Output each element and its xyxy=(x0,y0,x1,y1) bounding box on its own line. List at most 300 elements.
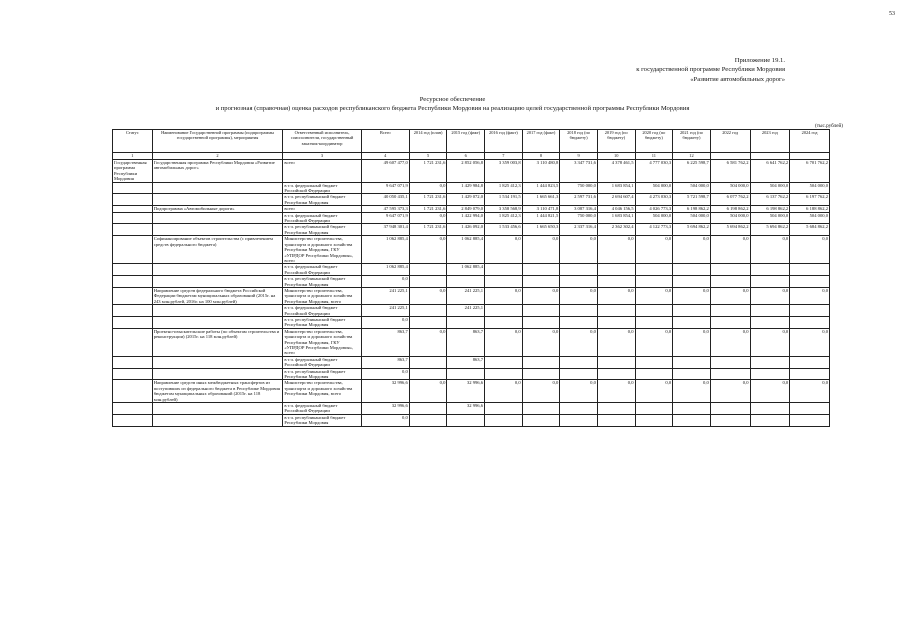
value-cell: 0,0 xyxy=(597,328,635,356)
column-header: 2024 год xyxy=(790,130,830,153)
column-number: 2 xyxy=(152,153,283,160)
column-header: 2020 год (по бюджету) xyxy=(635,130,673,153)
value-cell xyxy=(673,264,711,276)
value-cell xyxy=(790,264,830,276)
value-cell xyxy=(409,368,447,380)
executor-cell: в т.ч. республиканский бюджет Республики Мордовия xyxy=(283,276,361,288)
value-cell: 0,0 xyxy=(560,328,598,356)
value-cell: 6 701 762,2 xyxy=(790,160,830,183)
value-cell: 0,0 xyxy=(597,380,635,403)
value-cell: 0,0 xyxy=(409,212,447,224)
value-cell xyxy=(485,305,523,317)
value-cell xyxy=(750,403,790,415)
value-cell: 504 000,0 xyxy=(635,182,673,194)
value-cell xyxy=(447,368,485,380)
value-cell xyxy=(560,368,598,380)
value-cell: 6 198 862,2 xyxy=(710,206,750,212)
value-cell xyxy=(485,414,523,426)
value-cell: 3 359 003,8 xyxy=(485,160,523,183)
value-cell: 9 647 071,9 xyxy=(361,212,409,224)
column-header: 2018 год (по бюджету) xyxy=(560,130,598,153)
value-cell: 6 198 862,2 xyxy=(750,206,790,212)
executor-cell: Министерство строительства, транспорта и дорожного хозяйства Республики Мордовия, ГКУ «УПРДОР Республики Мордовия», всего xyxy=(283,328,361,356)
program-name-cell xyxy=(152,414,283,426)
value-cell xyxy=(522,305,560,317)
value-cell: 4 777 030,3 xyxy=(635,160,673,183)
value-cell: 0,0 xyxy=(485,380,523,403)
table-number-row xyxy=(113,153,830,160)
value-cell: 0,0 xyxy=(361,276,409,288)
value-cell xyxy=(485,276,523,288)
value-cell xyxy=(710,264,750,276)
value-cell: 1 825 412,3 xyxy=(485,182,523,194)
value-cell: 6 197 762,2 xyxy=(790,194,830,206)
value-cell: 4 122 773,3 xyxy=(635,224,673,236)
value-cell: 0,0 xyxy=(710,236,750,264)
status-cell xyxy=(113,328,153,356)
value-cell: 0,0 xyxy=(485,236,523,264)
appendix-header xyxy=(625,56,785,84)
value-cell: 2 852 056,8 xyxy=(447,160,485,183)
executor-cell: в т.ч. федеральный бюджет Российской Федерации xyxy=(283,356,361,368)
column-number: 8 xyxy=(522,153,560,160)
value-cell: 0,0 xyxy=(597,236,635,264)
value-cell: 0,0 xyxy=(673,236,711,264)
value-cell: 3 358 568,9 xyxy=(485,206,523,212)
value-cell xyxy=(597,356,635,368)
value-cell: 504 000,0 xyxy=(673,212,711,224)
column-header: 2015 год (факт) xyxy=(447,130,485,153)
table-row xyxy=(113,287,830,304)
value-cell xyxy=(485,403,523,415)
executor-cell: в т.ч. республиканский бюджет Республики Мордовия xyxy=(283,414,361,426)
value-cell xyxy=(710,414,750,426)
table-row xyxy=(113,368,830,380)
executor-cell: в т.ч. республиканский бюджет Республики Мордовия xyxy=(283,316,361,328)
table-row xyxy=(113,316,830,328)
status-cell xyxy=(113,380,153,403)
column-number: 4 xyxy=(361,153,409,160)
table-row xyxy=(113,403,830,415)
value-cell: 3 110 471,8 xyxy=(522,206,560,212)
table-header-row xyxy=(113,130,830,153)
value-cell xyxy=(790,414,830,426)
value-cell xyxy=(750,368,790,380)
status-cell xyxy=(113,264,153,276)
table-row xyxy=(113,194,830,206)
value-cell: 47 595 373,3 xyxy=(361,206,409,212)
column-number xyxy=(750,153,790,160)
value-cell: 0,0 xyxy=(790,236,830,264)
column-header: 2017 год (факт) xyxy=(522,130,560,153)
value-cell xyxy=(710,305,750,317)
executor-cell: всего xyxy=(283,206,361,212)
value-cell xyxy=(750,414,790,426)
value-cell: 504 000,0 xyxy=(710,182,750,194)
value-cell: 0,0 xyxy=(522,236,560,264)
value-cell: 504 000,0 xyxy=(750,212,790,224)
column-number: 12 xyxy=(673,153,711,160)
value-cell xyxy=(409,264,447,276)
value-cell: 6 137 762,2 xyxy=(750,194,790,206)
status-cell xyxy=(113,276,153,288)
column-number: 10 xyxy=(597,153,635,160)
value-cell xyxy=(409,305,447,317)
value-cell xyxy=(560,305,598,317)
program-name-cell xyxy=(152,305,283,317)
value-cell: 1 683 854,1 xyxy=(597,182,635,194)
value-cell xyxy=(710,356,750,368)
program-name-cell xyxy=(152,194,283,206)
executor-cell: Министерство строительства, транспорта и дорожного хозяйства Республики Мордовия, ГКУ «УПРДОР Республики Мордовия», всего xyxy=(283,236,361,264)
executor-cell: всего xyxy=(283,160,361,183)
value-cell: 0,0 xyxy=(361,368,409,380)
value-cell: 1 062 885,4 xyxy=(447,264,485,276)
status-cell xyxy=(113,368,153,380)
value-cell xyxy=(560,276,598,288)
value-cell: 0,0 xyxy=(560,287,598,304)
program-name-cell: Направление средств иных межбюджетных трансфертов из поступивших из федерального бюджета в Республике Мордовия бюджетам муниципальных образований (2015г. на 118 млн.рублей) xyxy=(152,380,283,403)
executor-cell: в т.ч. республиканский бюджет Республики Мордовия xyxy=(283,194,361,206)
value-cell: 504 000,0 xyxy=(790,212,830,224)
status-cell xyxy=(113,414,153,426)
table-row xyxy=(113,276,830,288)
column-header: 2019 год (по бюджету) xyxy=(597,130,635,153)
title-line-2: и прогнозная (справочная) оценка расходов республиканского бюджета Республики Мордовия на реализацию целей государственной программы Республики Мордовия xyxy=(215,105,690,113)
value-cell xyxy=(522,316,560,328)
value-cell xyxy=(673,356,711,368)
value-cell: 0,0 xyxy=(522,328,560,356)
value-cell: 32 996,6 xyxy=(447,380,485,403)
value-cell: 0,0 xyxy=(673,287,711,304)
status-cell xyxy=(113,224,153,236)
value-cell: 5 694 862,2 xyxy=(750,224,790,236)
executor-cell: в т.ч. республиканский бюджет Республики Мордовия xyxy=(283,368,361,380)
value-cell: 0,0 xyxy=(673,328,711,356)
value-cell: 2 597 731,6 xyxy=(560,194,598,206)
table-row xyxy=(113,212,830,224)
value-cell: 40 050 435,1 xyxy=(361,194,409,206)
value-cell: 4 046 156,5 xyxy=(597,206,635,212)
value-cell xyxy=(710,316,750,328)
value-cell: 5 694 862,2 xyxy=(710,224,750,236)
value-cell: 241 225,1 xyxy=(447,305,485,317)
value-cell: 32 996,6 xyxy=(361,380,409,403)
value-cell: 750 000,0 xyxy=(560,182,598,194)
value-cell: 0,0 xyxy=(710,380,750,403)
value-cell xyxy=(635,316,673,328)
executor-cell: в т.ч. федеральный бюджет Российской Федерации xyxy=(283,403,361,415)
column-number: 1 xyxy=(113,153,153,160)
value-cell xyxy=(710,403,750,415)
value-cell xyxy=(447,276,485,288)
value-cell: 0,0 xyxy=(409,236,447,264)
value-cell xyxy=(485,264,523,276)
value-cell: 504 000,0 xyxy=(635,212,673,224)
value-cell: 1 721 231,6 xyxy=(409,206,447,212)
value-cell: 5 694 862,2 xyxy=(673,224,711,236)
table-row xyxy=(113,356,830,368)
value-cell xyxy=(485,316,523,328)
appendix-line-2: к государственной программе Республики Мордовия xyxy=(636,66,785,74)
value-cell xyxy=(790,276,830,288)
value-cell xyxy=(790,368,830,380)
value-cell: 1 444 821,5 xyxy=(522,212,560,224)
status-cell xyxy=(113,236,153,264)
title-line-1: Ресурсное обеспечение xyxy=(419,96,486,103)
table-row xyxy=(113,236,830,264)
value-cell: 0,0 xyxy=(522,380,560,403)
value-cell xyxy=(560,316,598,328)
table-row xyxy=(113,380,830,403)
value-cell xyxy=(447,414,485,426)
value-cell: 504 000,0 xyxy=(750,182,790,194)
value-cell xyxy=(635,264,673,276)
executor-cell: в т.ч. федеральный бюджет Российской Федерации xyxy=(283,264,361,276)
appendix-line-1: Приложение 19.1. xyxy=(734,57,785,64)
table-row xyxy=(113,224,830,236)
table-row xyxy=(113,414,830,426)
program-name-cell xyxy=(152,276,283,288)
status-cell xyxy=(113,287,153,304)
document-title xyxy=(0,95,905,113)
value-cell: 0,0 xyxy=(560,236,598,264)
value-cell: 0,0 xyxy=(361,414,409,426)
program-name-cell: Проектно-изыскательские работы (по объектам строительства и реконструкции) (2015г. на 118 млн.рублей) xyxy=(152,328,283,356)
value-cell xyxy=(522,414,560,426)
value-cell: 504 000,0 xyxy=(710,212,750,224)
value-cell xyxy=(522,403,560,415)
value-cell: 2 362 302,4 xyxy=(597,224,635,236)
resource-table xyxy=(112,129,830,427)
value-cell xyxy=(750,316,790,328)
value-cell xyxy=(710,368,750,380)
value-cell xyxy=(597,276,635,288)
value-cell: 0,0 xyxy=(597,287,635,304)
value-cell xyxy=(485,368,523,380)
value-cell xyxy=(522,264,560,276)
value-cell: 863,7 xyxy=(447,356,485,368)
value-cell: 6 225 598,7 xyxy=(673,160,711,183)
value-cell: 0,0 xyxy=(635,287,673,304)
program-name-cell xyxy=(152,403,283,415)
program-name-cell xyxy=(152,264,283,276)
column-number: 11 xyxy=(635,153,673,160)
value-cell xyxy=(790,356,830,368)
value-cell xyxy=(673,276,711,288)
value-cell: 1 062 885,4 xyxy=(361,264,409,276)
value-cell xyxy=(750,356,790,368)
value-cell xyxy=(597,414,635,426)
value-cell: 1 429 072,0 xyxy=(447,194,485,206)
value-cell xyxy=(522,356,560,368)
value-cell xyxy=(790,316,830,328)
value-cell xyxy=(560,264,598,276)
value-cell xyxy=(597,316,635,328)
value-cell: 0,0 xyxy=(790,380,830,403)
program-name-cell xyxy=(152,182,283,194)
column-header: Статус xyxy=(113,130,153,153)
value-cell: 0,0 xyxy=(750,328,790,356)
value-cell xyxy=(635,276,673,288)
status-cell xyxy=(113,194,153,206)
value-cell: 6 077 762,2 xyxy=(710,194,750,206)
status-cell: Государственная программа Республики Мордовия xyxy=(113,160,153,183)
status-cell xyxy=(113,316,153,328)
value-cell: 5 721 598,7 xyxy=(673,194,711,206)
value-cell xyxy=(447,316,485,328)
appendix-line-3: «Развитие автомобильных дорог» xyxy=(690,75,785,83)
value-cell xyxy=(790,305,830,317)
value-cell: 4 273 030,3 xyxy=(635,194,673,206)
page-number: 53 xyxy=(889,11,895,17)
status-cell xyxy=(113,212,153,224)
value-cell: 1 062 885,4 xyxy=(361,236,409,264)
value-cell: 1 721 231,6 xyxy=(409,160,447,183)
value-cell: 4 378 461,5 xyxy=(597,160,635,183)
value-cell xyxy=(635,305,673,317)
program-name-cell xyxy=(152,356,283,368)
value-cell: 1 426 092,0 xyxy=(447,224,485,236)
value-cell xyxy=(409,276,447,288)
value-cell: 1 429 984,8 xyxy=(447,182,485,194)
value-cell: 0,0 xyxy=(409,287,447,304)
value-cell: 1 533 456,6 xyxy=(485,224,523,236)
table-body xyxy=(113,160,830,427)
table-row xyxy=(113,305,830,317)
value-cell xyxy=(790,403,830,415)
value-cell xyxy=(560,356,598,368)
value-cell: 0,0 xyxy=(750,236,790,264)
value-cell: 0,0 xyxy=(635,236,673,264)
column-number: 5 xyxy=(409,153,447,160)
program-name-cell: Подпрограмма «Автомобильные дороги» xyxy=(152,206,283,212)
value-cell: 2 694 607,4 xyxy=(597,194,635,206)
value-cell: 0,0 xyxy=(635,380,673,403)
value-cell: 0,0 xyxy=(409,328,447,356)
value-cell xyxy=(750,276,790,288)
column-header: 2022 год xyxy=(710,130,750,153)
value-cell: 0,0 xyxy=(790,287,830,304)
value-cell xyxy=(522,276,560,288)
executor-cell: в т.ч. федеральный бюджет Российской Федерации xyxy=(283,305,361,317)
value-cell xyxy=(485,356,523,368)
value-cell: 241 225,1 xyxy=(361,305,409,317)
value-cell xyxy=(673,414,711,426)
value-cell: 0,0 xyxy=(409,182,447,194)
value-cell xyxy=(635,403,673,415)
value-cell: 2 337 316,4 xyxy=(560,224,598,236)
value-cell xyxy=(635,368,673,380)
column-header: Наименование Государственной программы (подпрограммы государственной программы), мероприятия xyxy=(152,130,283,153)
value-cell: 32 996,6 xyxy=(447,403,485,415)
value-cell xyxy=(673,316,711,328)
value-cell: 6 188 862,2 xyxy=(790,206,830,212)
value-cell: 3 110 480,8 xyxy=(522,160,560,183)
value-cell xyxy=(560,414,598,426)
program-name-cell: Государственная программа Республики Мордовия «Развитие автомобильных дорог» xyxy=(152,160,283,183)
units-label: (тыс.рублей) xyxy=(815,123,844,129)
value-cell: 0,0 xyxy=(522,287,560,304)
status-cell xyxy=(113,356,153,368)
value-cell xyxy=(597,264,635,276)
executor-cell: Министерство строительства, транспорта и дорожного хозяйства Республики Мордовия, всего xyxy=(283,287,361,304)
value-cell: 1 422 994,0 xyxy=(447,212,485,224)
value-cell xyxy=(710,276,750,288)
column-number: 9 xyxy=(560,153,598,160)
column-number: 7 xyxy=(485,153,523,160)
value-cell: 863,7 xyxy=(447,328,485,356)
table-row xyxy=(113,264,830,276)
column-header: 2016 год (факт) xyxy=(485,130,523,153)
value-cell xyxy=(409,356,447,368)
value-cell: 3 087 316,4 xyxy=(560,206,598,212)
value-cell: 0,0 xyxy=(409,380,447,403)
value-cell: 0,0 xyxy=(750,380,790,403)
value-cell: 6 198 862,2 xyxy=(673,206,711,212)
value-cell: 32 996,6 xyxy=(361,403,409,415)
value-cell: 9 647 071,9 xyxy=(361,182,409,194)
value-cell: 0,0 xyxy=(710,328,750,356)
value-cell: 6 641 762,2 xyxy=(750,160,790,183)
value-cell: 750 000,0 xyxy=(560,212,598,224)
value-cell xyxy=(673,305,711,317)
value-cell xyxy=(560,403,598,415)
value-cell: 863,7 xyxy=(361,356,409,368)
value-cell xyxy=(635,414,673,426)
value-cell: 0,0 xyxy=(673,380,711,403)
value-cell: 0,0 xyxy=(635,328,673,356)
table-row xyxy=(113,182,830,194)
column-number xyxy=(710,153,750,160)
value-cell: 3 347 731,6 xyxy=(560,160,598,183)
value-cell: 0,0 xyxy=(361,316,409,328)
value-cell: 241 225,1 xyxy=(361,287,409,304)
value-cell xyxy=(673,403,711,415)
value-cell xyxy=(750,264,790,276)
value-cell: 1 665 661,3 xyxy=(522,194,560,206)
program-name-cell xyxy=(152,316,283,328)
value-cell: 1 534 191,5 xyxy=(485,194,523,206)
value-cell: 37 948 301,4 xyxy=(361,224,409,236)
value-cell: 0,0 xyxy=(485,328,523,356)
status-cell xyxy=(113,403,153,415)
program-name-cell xyxy=(152,368,283,380)
column-header: 2021 год (по бюджету) xyxy=(673,130,711,153)
value-cell: 2 849 079,0 xyxy=(447,206,485,212)
value-cell xyxy=(597,305,635,317)
value-cell xyxy=(409,403,447,415)
value-cell: 49 607 477,0 xyxy=(361,160,409,183)
value-cell: 1 665 650,3 xyxy=(522,224,560,236)
column-number: 3 xyxy=(283,153,361,160)
value-cell xyxy=(597,403,635,415)
value-cell: 1 062 885,4 xyxy=(447,236,485,264)
executor-cell: в т.ч. республиканский бюджет Республики Мордовия xyxy=(283,224,361,236)
executor-cell: в т.ч. федеральный бюджет Российской Федерации xyxy=(283,182,361,194)
status-cell xyxy=(113,182,153,194)
program-name-cell xyxy=(152,224,283,236)
column-number: 6 xyxy=(447,153,485,160)
value-cell: 0,0 xyxy=(790,328,830,356)
column-header: Всего xyxy=(361,130,409,153)
value-cell: 6 581 762,2 xyxy=(710,160,750,183)
value-cell: 5 684 862,2 xyxy=(790,224,830,236)
value-cell: 504 000,0 xyxy=(673,182,711,194)
value-cell xyxy=(409,414,447,426)
value-cell: 1 444 823,5 xyxy=(522,182,560,194)
program-name-cell xyxy=(152,212,283,224)
